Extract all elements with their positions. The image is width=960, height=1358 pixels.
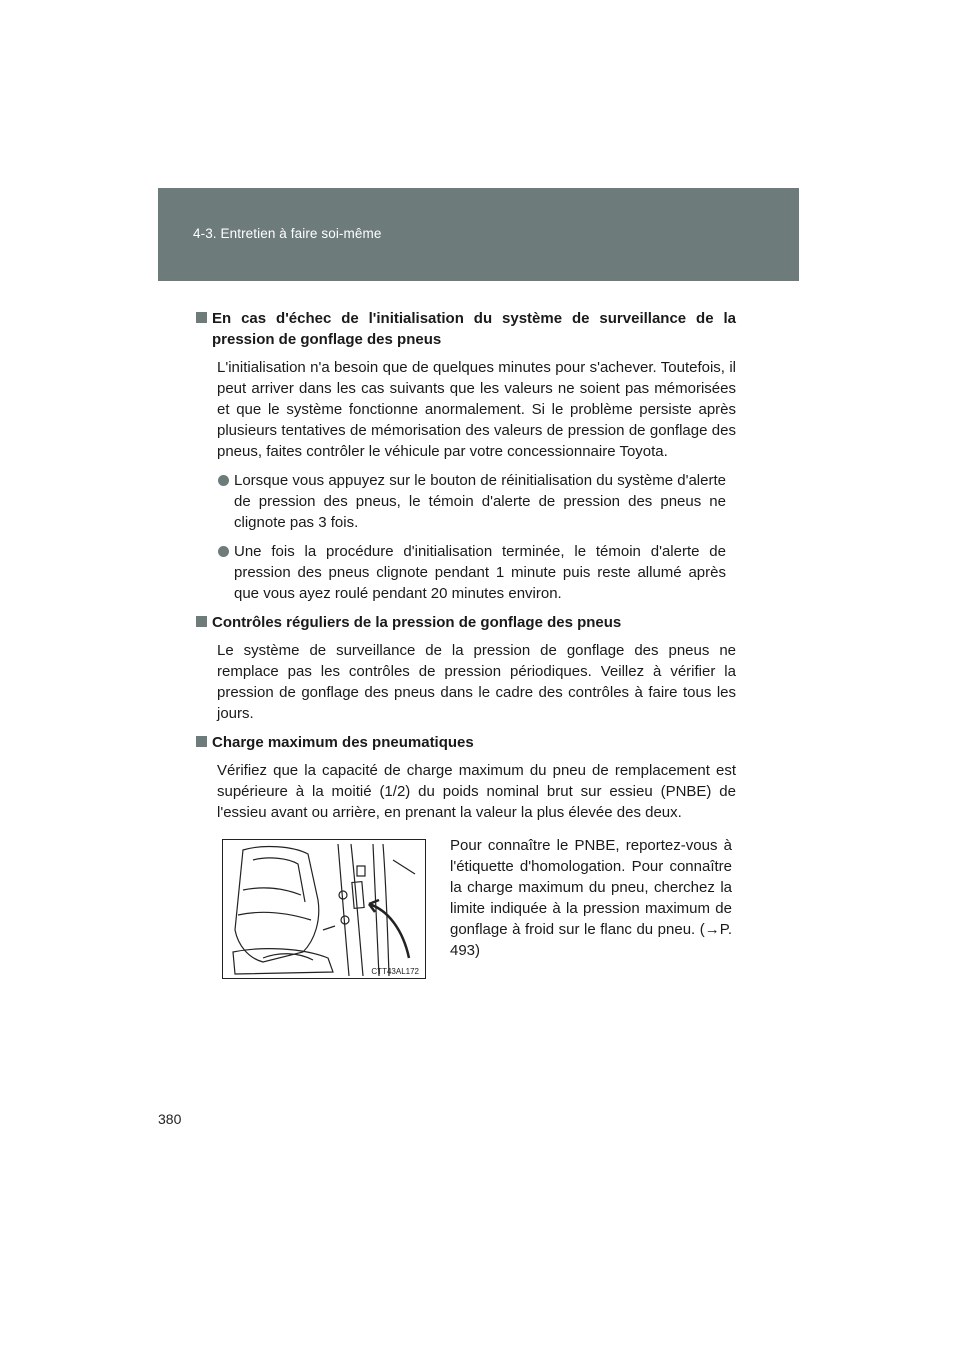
- page-number: 380: [158, 1111, 182, 1127]
- round-bullet-icon: [218, 546, 229, 557]
- page-content: [196, 308, 736, 985]
- door-pillar-illustration-icon: [223, 840, 425, 978]
- figure-label: CTT43AL172: [371, 967, 419, 976]
- section-paragraph: Le système de surveillance de la pression de gonflage des pneus ne remplace pas les contrôles de pression périodiques. Veillez à vérifier la pression de gonflage des pneus dans le cadre des contrôles à faire tous les jours.: [217, 642, 736, 722]
- section-header: [158, 188, 799, 281]
- square-bullet-icon: [196, 736, 207, 747]
- square-bullet-icon: [196, 616, 207, 627]
- section-header-title: 4-3. Entretien à faire soi-même: [193, 226, 382, 241]
- section-title-initialisation: En cas d'échec de l'initialisation du système de surveillance de la pression de gonflage des pneus: [196, 308, 736, 350]
- list-item: Une fois la procédure d'initialisation terminée, le témoin d'alerte de pression des pneus clignote pendant 1 minute puis reste allumé après que vous ayez roulé pendant 20 minutes environ.: [196, 541, 736, 604]
- square-bullet-icon: [196, 312, 207, 323]
- section-paragraph: Vérifiez que la capacité de charge maximum du pneu de remplacement est supérieure à la moitié (1/2) du poids nominal brut sur essieu (PNBE) de l'essieu avant ou arrière, en prenant la valeur la plus élevée des deux.: [217, 762, 736, 821]
- section-title-charge: Charge maximum des pneumatiques: [196, 732, 736, 753]
- section-title-controles: Contrôles réguliers de la pression de gonflage des pneus: [196, 612, 736, 633]
- door-pillar-label-illustration: [222, 839, 426, 979]
- section-paragraph: L'initialisation n'a besoin que de quelques minutes pour s'achever. Toutefois, il peut arriver dans les cas suivants que les valeurs ne soient pas mémorisées et que le système fonctionne anormalement. Si le problème persiste après plusieurs tentatives de mémorisation des valeurs de pression de gonflage des pneus, faites contrôler le véhicule par votre concessionnaire Toyota.: [217, 359, 736, 460]
- round-bullet-icon: [218, 475, 229, 486]
- list-item: Lorsque vous appuyez sur le bouton de réinitialisation du système d'alerte de pression des pneus, le témoin d'alerte de pression des pneus ne clignote pas 3 fois.: [196, 470, 736, 533]
- figure-row: [196, 835, 736, 985]
- figure-caption: Pour connaître le PNBE, reportez-vous à l'étiquette d'homologation. Pour connaître la charge maximum du pneu, cherchez la limite indiquée à la pression maximum de gonflage à froid sur le flanc du pneu. (→P. 493): [450, 837, 732, 959]
